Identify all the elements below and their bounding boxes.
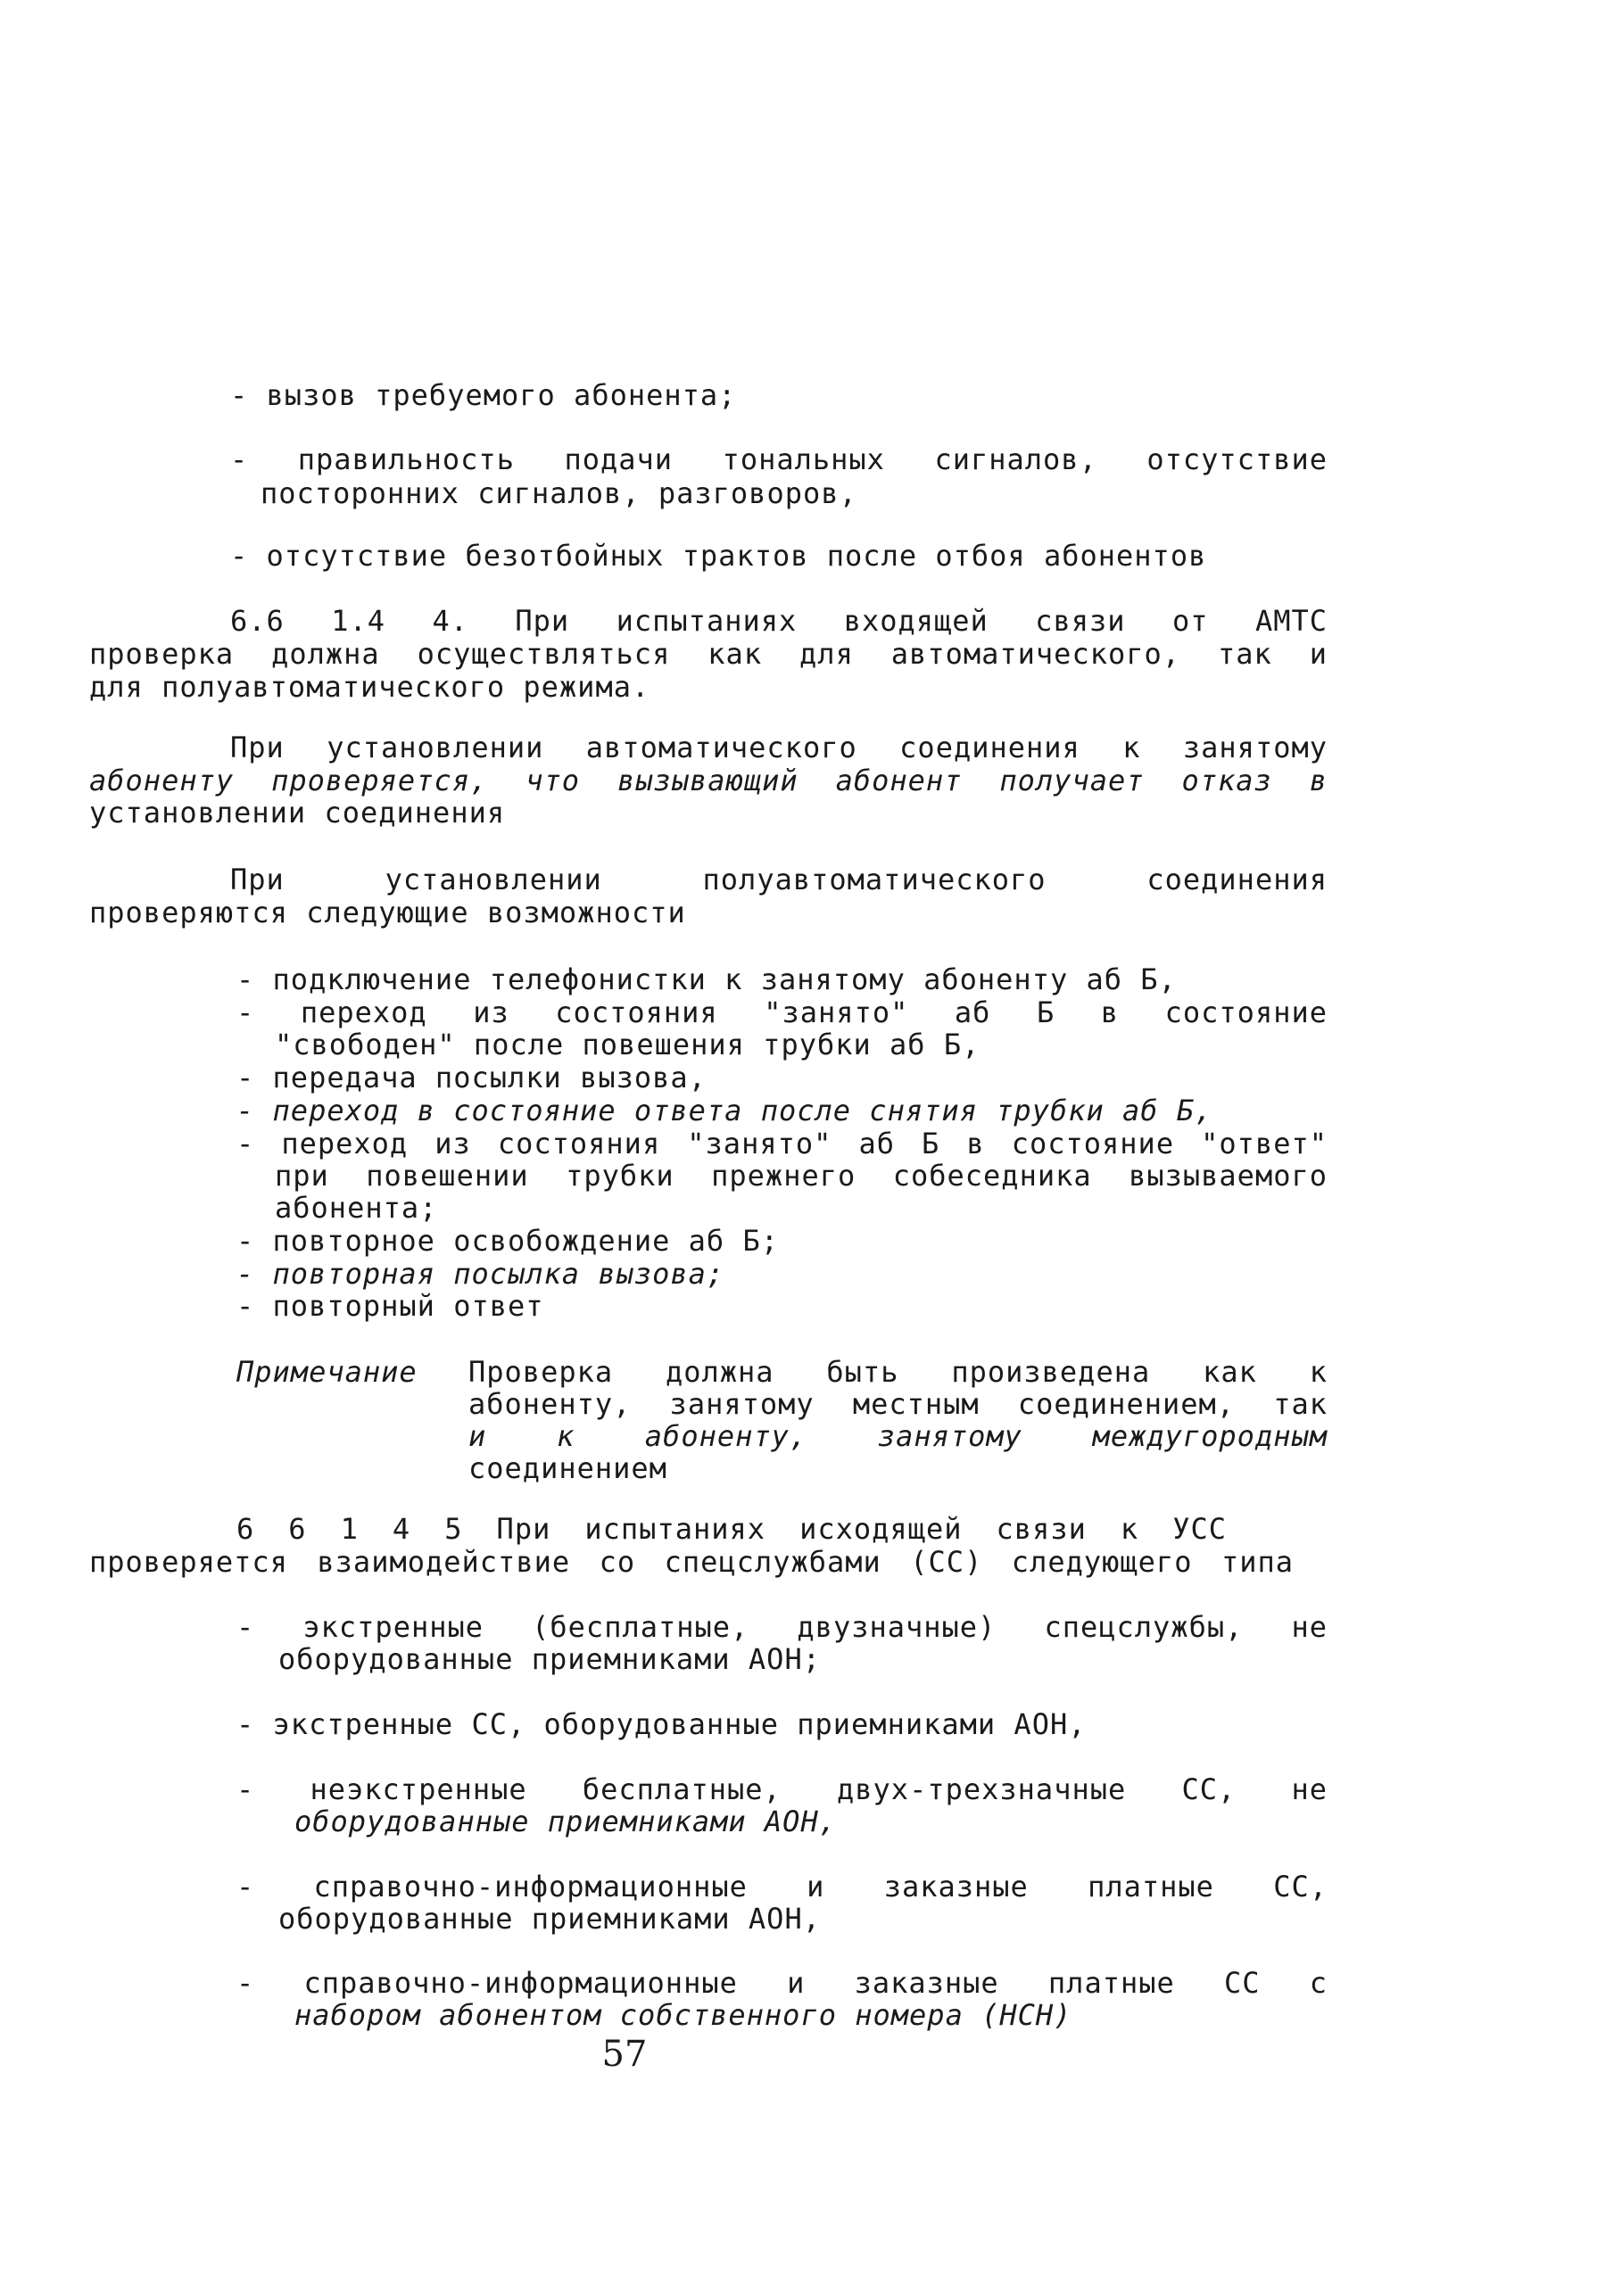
paragraph-semi-line: При установлении полуавтоматического соединения (230, 863, 1328, 896)
list-item: - вызов требуемого абонента; (230, 378, 737, 412)
list-item-continuation: набором абонентом собственного номера (НСН) (294, 1998, 1072, 2032)
list-item-continuation: посторонних сигналов, разговоров, (261, 476, 857, 510)
list-item: - переход в состояние ответа после снятия трубки аб Б, (236, 1094, 1213, 1127)
list-item: - повторная посылка вызова; (236, 1257, 725, 1291)
list-item: - экстренные (бесплатные, двузначные) спецслужбы, не (236, 1610, 1328, 1644)
list-item: - неэкстренные бесплатные, двух-трехзначные СС, не (236, 1772, 1328, 1806)
paragraph-6-6-1-4-5-line: проверяется взаимодействие со спецслужбами (СС) следующего типа (89, 1545, 1294, 1579)
list-item-continuation: абонента; (275, 1191, 438, 1225)
paragraph-busy-line: При установлении автоматического соединения к занятому (230, 731, 1328, 764)
note-line: абоненту, занятому местным соединением, так (468, 1387, 1328, 1421)
paragraph-semi-line: проверяются следующие возможности (89, 896, 686, 929)
list-item: - справочно-информационные и заказные платные СС, (236, 1870, 1328, 1904)
paragraph-6-6-1-4-4-line: проверка должна осуществляться как для автоматического, так и (89, 637, 1328, 671)
page-number: 57 (601, 2034, 648, 2075)
paragraph-busy-line: установлении соединения (89, 796, 506, 830)
note-line: соединением (468, 1451, 667, 1485)
note-label: Примечание (236, 1355, 418, 1389)
paragraph-6-6-1-4-4-line: для полуавтоматического режима. (89, 670, 650, 704)
list-item: - отсутствие безотбойных трактов после отбоя абонентов (230, 539, 1207, 573)
list-item: - экстренные СС, оборудованные приемниками АОН, (236, 1707, 1087, 1741)
list-item: - переход из состояния "занято" аб Б в состояние (236, 995, 1328, 1029)
list-item-continuation: оборудованные приемниками АОН, (294, 1805, 837, 1838)
paragraph-6-6-1-4-5-line: 6 6 1 4 5 При испытаниях исходящей связи к УСС (236, 1512, 1227, 1546)
list-item: - справочно-информационные и заказные платные СС с (236, 1966, 1328, 2000)
list-item-continuation: "свободен" после повешения трубки аб Б, (275, 1028, 981, 1061)
list-item-continuation: оборудованные приемниками АОН; (278, 1642, 821, 1676)
list-item-continuation: оборудованные приемниками АОН, (278, 1902, 821, 1936)
list-item-continuation: при повешении трубки прежнего собеседника вызываемого (275, 1159, 1328, 1193)
list-item: - правильность подачи тональных сигналов, отсутствие (230, 442, 1328, 476)
list-item: - передача посылки вызова, (236, 1061, 707, 1094)
list-item: - подключение телефонистки к занятому абоненту аб Б, (236, 962, 1177, 996)
note-line: и к абоненту, занятому междугородным (468, 1419, 1328, 1453)
paragraph-busy-line: абоненту проверяется, что вызывающий абонент получает отказ в (89, 764, 1328, 797)
list-item: - повторный ответ (236, 1289, 544, 1323)
list-item: - повторное освобождение аб Б; (236, 1224, 779, 1258)
note-line: Проверка должна быть произведена как к (468, 1355, 1328, 1389)
paragraph-6-6-1-4-4-line: 6.6 1.4 4. При испытаниях входящей связи от АМТС (230, 604, 1328, 638)
list-item: - переход из состояния "занято" аб Б в состояние "ответ" (236, 1127, 1328, 1160)
